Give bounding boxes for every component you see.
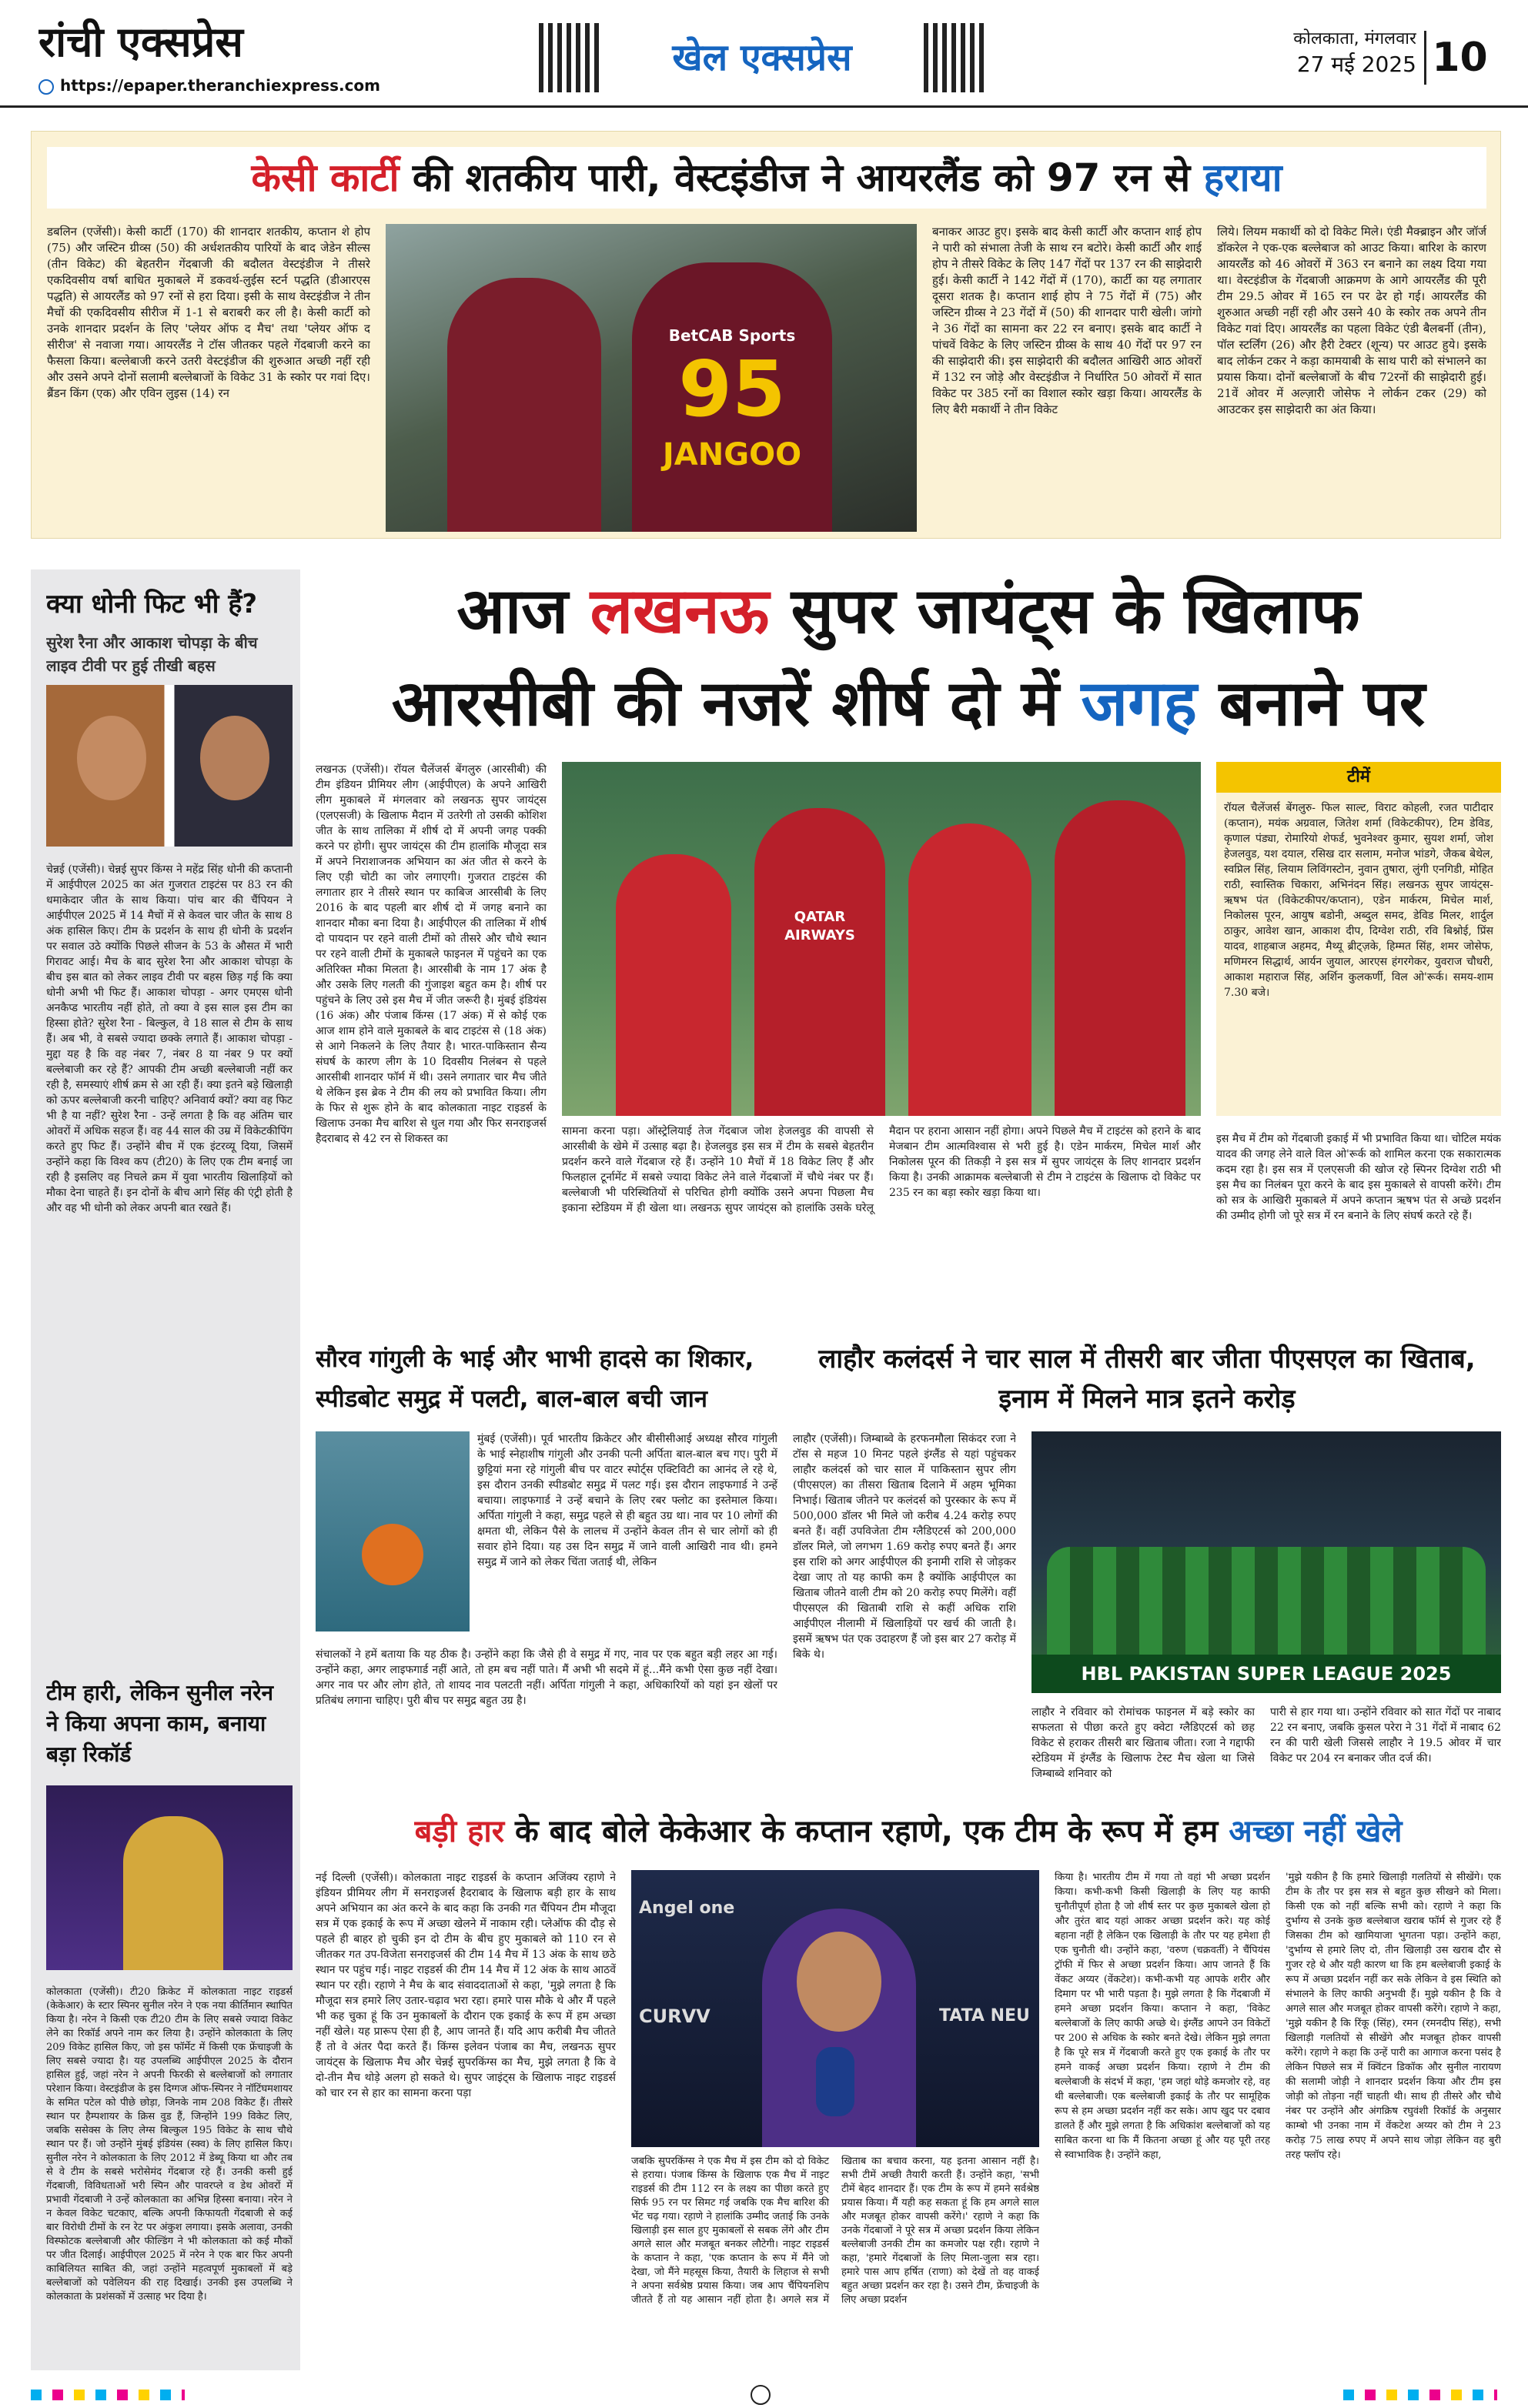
rcb-player-1	[616, 854, 731, 1116]
stripe-left	[539, 23, 600, 92]
rahane-title-mid: के बाद बोले केकेआर के कप्तान रहाणे, एक टीम के रूप में हम	[504, 1814, 1229, 1849]
globe-icon	[38, 79, 54, 95]
westindies-col3: लिये। लियम मकार्थी को दो विकेट मिले। एंडी मैक्ब्राइन और जॉर्ज डॉकरेल ने एक-एक बल्लेबाज को आउट किया। बारिश के कारण आयरलैंड को 46 ओवरों में 363 रन बनाने का लक्ष्य दिया गया था। वेस्टइंडीज के गेंदबाजी आक्रमण के आगे आयरलैंड की पूरी टीम 29.5 ओवर में 165 रन पर ढेर हो गई। आयरलैंड की शुरुआत अच्छी नहीं रही और उसने 40 के स्कोर तक अपने तीन विकेट गवां दिए। आयरलैंड का पहला विकेट एंडी बैलबर्नी (तीन), पॉल स्टर्लिंग (26) और हैरी टेक्टर (शून्य) पर आउट हुये। इसके बाद लोर्कन टकर ने कड़ा कामयाबी के साथ पारी को संभालने का प्रयास किया। दोनों बल्लेबाजों के बीच 72रनों की साझेदारी हुई। 21वें ओवर में अल्ज़ारी जोसेफ ने लोर्कन टकर (29) को आउटकर इस साझेदारी का अंत किया।	[1217, 225, 1486, 416]
rcb-player-2	[754, 808, 885, 1116]
jersey-name: JANGOO	[662, 437, 802, 473]
issue-date: 27 मई 2025	[1296, 52, 1416, 77]
registration-mark	[751, 2385, 771, 2405]
narine-text: कोलकाता (एजेंसी)। टी20 क्रिकेट में कोलकाता नाइट राइडर्स (केकेआर) के स्टार स्पिनर सुनील नरेन ने एक नया कीर्तिमान स्थापित किया है। नरेन ने किसी एक टी20 टीम के लिए सबसे ज्यादा विकेट लेने का रिकॉर्ड अपने नाम कर लिया है। उन्होंने कोलकाता के लिए 209 विकेट हासिल किए, जो इस फॉर्मेट में किसी एक फ्रेंचाइजी के लिए सबसे ज्यादा है। यह उपलब्धि आईपीएल 2025 के दौरान हासिल हुई, जहां नरेन ने अपनी फिरकी से बल्लेबाजों को लगातार परेशान किया। वेस्टइंडीज के इस दिग्गज ऑफ-स्पिनर ने नॉटिंघमशायर के समित पटेल को पीछे छोड़ा, जिनके नाम 208 विकेट हैं। तीसरे स्थान पर हैम्पशायर के क्रिस वुड हैं, जिन्होंने 199 विकेट लिए, जबकि ससेक्स के लिए लेग्स बिल्कुल 195 विकेट के साथ चौथे स्थान पर हैं। जो उन्होंने मुंबई इंडियंस (स्क्व) के लिए हासिल किए। सुनील नरेन ने कोलकाता के लिए 2012 में डेब्यू किया था और तब से वे टीम के सबसे भरोसेमंद गेंदबाज रहे हैं। उनकी कसी हुई गेंदबाजी, विविधताओं भरी स्पिन और पावरप्ले व डेथ ओवरों में प्रभावी गेंदबाजी ने उन्हें कोलकाता का अभिन्न हिस्सा बनाया। नरेन ने न केवल विकेट चटकाए, बल्कि अपनी किफायती गेंदबाजी से कई बार विरोधी टीमों के रन रेट पर अंकुश लगाया। इसके अलावा, उनकी विस्फोटक बल्लेबाजी और फील्डिंग ने भी कोलकाता को कई मौकों पर जीत दिलाई। आईपीएल 2025 में नरेन ने एक बार फिर अपनी काबिलियत साबित की, जहां उन्होंने महत्वपूर्ण मुकाबलों में बड़े बल्लेबाजों को पवेलियन की राह दिखाई। उनकी इस उपलब्धि ने कोलकाता के प्रशंसकों में उत्साह भर दिया है।	[46, 1986, 293, 2303]
rcb-h1-b: सुपर जायंट्स के खिलाफ	[769, 575, 1360, 648]
article-rcb	[316, 569, 1501, 1324]
westindies-col2: बनाकर आउट हुए। इसके बाद केसी कार्टी और कप्तान शाई होप ने पारी को संभाला तेजी के साथ रन बटोरे। केसी कार्टी और शाई होप ने तीसरे विकेट के लिए 147 गेंदों पर 137 रन की साझेदारी हुई। केसी कार्टी ने 142 गेंदों में (170), कार्टी का यह लगातार दूसरा शतक है। कप्तान शाई होप ने 75 गेंदों में (75) और जस्टिन ग्रीव्स ने 23 गेंदों में (50) की शानदार पारी खेली। जांगो ने 36 गेंदों का सामना कर 22 रन बनाए। इसके बाद कार्टी ने पांचवें विकेट के लिए जस्टिन ग्रीव्स के साथ 40 गेंदों पर 97 रन की साझेदारी की। इस साझेदारी की बदौलत आखिरी आठ ओवरों में 132 रन जोड़े और वेस्टइंडीज ने निर्धारित 50 ओवरों में सात विकेट पर 385 रनों का विशाल स्कोर खड़ा किया। आयरलैंड के लिए बैरी मकार्थी ने तीन विकेट	[932, 225, 1202, 416]
player-1	[447, 278, 601, 532]
lahore-photo	[1031, 1431, 1501, 1693]
rcb-player-3	[908, 823, 1031, 1116]
rahane-col4: 'मुझे यकीन है कि हमारे खिलाड़ी गलतियों से सीखेंगे। एक टीम के तौर पर इस सत्र से बहुत कुछ सीखने को मिला। किसी एक को नहीं बल्कि सभी को। रहाणे ने कहा कि दुर्भाग्य से उनके कुछ बल्लेबाज खराब फॉर्म से गुजर रहे हैं जिसका टीम को खामियाजा भुगतना पड़ा। उन्होंने कहा, 'दुर्भाग्य से हमारे लिए दो, तीन खिलाड़ी उस खराब दौर से गुजर रहे थे और यही कारण था कि हम बल्लेबाजी इकाई के रूप में अच्छा प्रदर्शन नहीं कर सके लेकिन वे इस स्थिति को संभालने के लिए काफी अनुभवी हैं। मुझे यकीन है कि वे अगले साल और मजबूत होकर वापसी करेंगे। रहाणे ने कहा, 'मुझे यकीन है कि रिंकू (सिंह), रमन (रमनदीप सिंह), सभी खिलाड़ी गलतियों से सीखेंगे और मजबूत होकर वापसी करेंगे। रहाणे ने कहा कि उन्हें पारी का आगाज करना पसंद है लेकिन पिछले सत्र में क्विंटन डिकॉक और सुनील नारायण की सलामी जोड़ी ने शानदार प्रदर्शन किया और टीम इस जोड़ी को तोड़ना नहीं चाहती थी। साथ ही तीसरे और चौथे नंबर पर उन्होंने और अंगक्रिष रघुवंशी रिकॉर्ड के अनुसार काम्बो भी उनका नाम में वेंकटेश अय्यर को टीम ने 23 करोड़ 75 लाख रुपए में अपने साथ जोड़ा लेकिन वह बुरी तरह फ्लॉप रहे।	[1286, 1872, 1501, 2161]
sponsor-3: TATA NEU	[939, 2006, 1030, 2026]
westindies-col1: डबलिन (एजेंसी)। केसी कार्टी (170) की शानदार शतकीय, कप्तान शे होप (75) और जस्टिन ग्रीव्स (50) की अर्धशतकीय पारियों के बाद जेडेन सील्स (तीन विकेट) की बेहतरीन गेंदबाजी की बदौलत वेस्टइंडीज ने तीसरे एकदिवसीय वर्षा बाधित मुकाबले में डकवर्थ-लुईस स्टर्न पद्धति (डीआरएस पद्धति) से आयरलैंड को 97 रनों से हरा दिया। इसी के साथ वेस्टइंडीज ने तीन मैचों की एकदिवसीय सीरीज में 1-1 से बराबरी कर ली है। केसी कार्टी को उनके शानदार प्रदर्शन के लिए 'प्लेयर ऑफ द मैच' तथा 'प्लेयर ऑफ द सीरीज' से नवाजा गया। आयरलैंड ने टॉस जीतकर पहले गेंदबाजी करने का फैसला किया। बल्लेबाजी करने उतरी वेस्टइंडीज की शुरुआत अच्छी नहीं रही और उसने अपने दोनों सलामी बल्लेबाजों के विकेट 31 के स्कोर पर गवां दिए। ब्रैंडन किंग (एक) और एविन लुइस (14) रन	[47, 225, 370, 400]
sidebar	[31, 569, 300, 2370]
jersey-number: 95	[678, 347, 786, 432]
dhoni-text: चेन्नई (एजेंसी)। चेन्नई सुपर किंग्स ने महेंद्र सिंह धोनी की कप्तानी में आईपीएल 2025 का अंत गुजरात टाइटंस पर 83 रन की धमाकेदार जीत के साथ किया। पांच बार की चैंपियन ने आईपीएल 2025 में 14 मैचों में से केवल चार जीत के साथ 8 अंक हासिल किए। टीम के प्रदर्शन के साथ ही धोनी के प्रदर्शन पर सवाल उठे क्योंकि पिछले सीजन के 53 के औसत में भारी गिरावट आई। मैच के बाद सुरेश रैना और आकाश चोपड़ा के बीच इस बात को लेकर लाइव टीवी पर बहस छिड़ गई कि क्या धोनी अभी भी फिट हैं। आकाश चोपड़ा - अगर एमएस धोनी अनकैप्ड भारतीय नहीं होते, तो क्या वे इस साल इस टीम का हिस्सा होते? सुरेश रैना - बिल्कुल, वे 18 साल से टीम के साथ हैं। अब भी, वे सबसे ज्यादा छक्के लगाते हैं। आकाश चोपड़ा - मुद्दा यह है कि वह नंबर 7, नंबर 8 या नंबर 9 पर क्यों बल्लेबाजी कर रहे हैं? आपकी टीम अच्छी बल्लेबाजी नहीं कर रही है, समस्याएं शीर्ष क्रम से आ रही हैं। क्या इतने बड़े खिलाड़ी को ऊपर बल्लेबाजी करनी चाहिए? अनिवार्य क्यों? क्या वह फिट भी है या नहीं? सुरेश रैना - उन्हें लगता है कि वह अंतिम चार ओवरों में अधिक सहज हैं। वह 44 साल की उम्र में विकेटकीपिंग करते हुए फिट हैं। उन्होंने बीच में एक इंटरव्यू दिया, जिसमें उन्होंने कहा कि विश्व कप (टी20) के लिए एक टीम बनाई जा रही है इसलिए वह निचले क्रम में युवा भारतीय खिलाड़ियों को मौका देना चाहते हैं। इन दोनों के बीच आगे सिंह की एंट्री होती है और वह भी धोनी को लेकर अपनी बात रखते हैं।	[46, 863, 293, 1214]
sponsor-2: CURVV	[639, 2006, 711, 2027]
dhoni-subtitle: सुरेश रैना और आकाश चोपड़ा के बीच लाइव टीवी पर हुई तीखी बहस	[46, 633, 258, 675]
westindies-photo	[386, 224, 917, 532]
narine-title: टीम हारी, लेकिन सुनील नरेन ने किया अपना काम, बनाया बड़ा रिकॉर्ड	[46, 1680, 274, 1767]
rahane-under-photo: जबकि सुपरकिंग्स ने एक मैच में इस टीम को दो विकेट से हराया। पंजाब किंग्स के खिलाफ एक मैच में नाइट राइडर्स की टीम 112 रन के लक्ष्य का पीछा करते हुए सिर्फ 95 रन पर सिमट गई जबकि एक मैच बारिश की भेंट चढ़ गया। रहाणे ने हालांकि उम्मीद जताई कि उनके खिलाड़ी इस साल हुए मुकाबलों से सबक लेंगे और टीम अगले साल और मजबूत बनकर लौटेगी। नाइट राइडर्स के कप्तान ने कहा, 'एक कप्तान के रूप में मैंने जो देखा, जो मैंने महसूस किया, तैयारी के लिहाज से सभी ने अपना सर्वश्रेष्ठ प्रयास किया। जब आप चैंपियनशिप जीतते हैं तो यह आसान नहीं होता है। अगले सत्र में खिताब का बचाव करना, यह इतना आसान नहीं है। सभी टीमें अच्छी तैयारी करती हैं। उन्होंने कहा, 'सभी टीमें बेहद शानदार हैं। एक टीम के रूप में हमने सर्वश्रेष्ठ प्रयास किया। मैं यही कह सकता हूं कि हम अगले साल और मजबूत होकर वापसी करेंगे।' रहाणे ने कहा कि उनके गेंदबाजों ने पूरे सत्र में अच्छा प्रदर्शन किया लेकिन बल्लेबाजी उनकी टीम का कमजोर पक्ष रही। रहाणे ने कहा, 'हमारे गेंदबाजों के लिए मिला-जुला सत्र रहा। हमारे पास आप हर्षित (राणा) को देखें तो वह वाकई बहुत अच्छा प्रदर्शन कर रहा है। उसने टीम, फ्रेंचाइजी के लिए अच्छा प्रदर्शन	[631, 2156, 1039, 2306]
jersey-sponsor: BetCAB Sports	[668, 326, 796, 345]
dhoni-title: क्या धोनी फिट भी हैं?	[46, 589, 258, 620]
ganguly-title: सौरव गांगुली के भाई और भाभी हादसे का शिकार, स्पीडबोट समुद्र में पलटी, बाल-बाल बची जान	[316, 1345, 754, 1413]
rahane-col3: किया है। भारतीय टीम में गया तो वहां भी अच्छा प्रदर्शन किया। कभी-कभी किसी खिलाड़ी के लिए यह काफी चुनौतीपूर्ण होता है जो शीर्ष स्तर पर कुछ मुकाबले खेला हो और तुरंत बाद यहां आकर अच्छा प्रदर्शन करे। यह कोई बहाना नहीं है लेकिन एक खिलाड़ी के तौर पर यह हमेशा ही एक चुनौती थी। उन्होंने कहा, 'वरुण (चक्रवर्ती) ने चैंपियंस ट्रॉफी में फिर से अच्छा प्रदर्शन किया। आप जानते हैं कि वेंकट अय्यर (वेंकटेश)। कभी-कभी यह आपके शरीर और दिमाग पर भी भारी पड़ता है। मुझे लगता है कि गेंदबाजी में हमने अच्छा प्रदर्शन किया। कप्तान ने कहा, 'विकेट बल्लेबाजों के लिए काफी अच्छे थे। इंग्लैंड आपने उन विकेटों पर 200 से अधिक के स्कोर बनते देखे। लेकिन मुझे लगता है कि पूरे सत्र में गेंदबाजी करते हुए एक इकाई के तौर पर हमने वाकई अच्छा प्रदर्शन किया। रहाणे ने टीम की बल्लेबाजी के संदर्भ में कहा, 'हम जहां थोड़े कमजोर रहे, वह थी बल्लेबाजी। एक बल्लेबाजी इकाई के तौर पर सामूहिक रूप से हम अच्छा प्रदर्शन नहीं कर सके। आप खुद पर दबाव डालते हैं और मुझे लगता है कि अधिकांश बल्लेबाजों को यह साबित करना था कि मैं कितना अच्छा हूं और यह पूरी तरह से स्वाभाविक है। उन्होंने कहा,	[1055, 1872, 1270, 2161]
raina-face	[77, 716, 146, 800]
rcb-photo	[562, 762, 1201, 1116]
color-dots-left	[31, 2390, 185, 2400]
lahore-title: लाहौर कलंदर्स ने चार साल में तीसरी बार जीता पीएसएल का खिताब, इनाम में मिलने मात्र इतने करोड़	[818, 1344, 1476, 1414]
article-rahane	[316, 1805, 1501, 2374]
rescue-figure	[362, 1524, 423, 1585]
epaper-url: https://epaper.theranchiexpress.com	[60, 76, 381, 95]
date-block	[1262, 28, 1416, 97]
epaper-link[interactable]	[38, 74, 439, 97]
article-westindies	[31, 131, 1501, 539]
rahane-col1: नई दिल्ली (एजेंसी)। कोलकाता नाइट राइडर्स के कप्तान अजिंक्य रहाणे ने इंडियन प्रीमियर लीग में सनराइजर्स हैदराबाद के खिलाफ बड़ी हार के साथ अपने अभियान का अंत करने के बाद कहा कि उनकी गत चैंपियन टीम मौजूदा सत्र में एक इकाई के रूप में अच्छा खेलने में नाकाम रही। प्लेऑफ की दौड़ से पहले ही बाहर हो चुकी इन दो टीम के बीच हुए मुकाबले को 110 रन से जीतकर गत उप-विजेता सनराइजर्स की टीम 14 मैच में 13 अंक के साथ छठे स्थान पर पहुंच गई। नाइट राइडर्स की टीम 14 मैच में 12 अंक के साथ आठवें स्थान पर रही। रहाणे ने मैच के बाद संवाददाताओं से कहा, 'मुझे लगता है कि मौजूदा सत्र हमारे लिए उतार-चढ़ाव भरा रहा। हमारे पास मौके थे और मैं पहले भी कह चुका हूं कि उन मुकाबलों के दौरान एक इकाई के रूप में हम अच्छा नहीं खेले। यह प्रारूप ऐसा ही है, आप जानते हैं। यदि आप करीबी मैच जीतते हैं तो वे अंतर पैदा करते हैं। किंग्स इलेवन पंजाब का मैच, लखनऊ सुपर जायंट्स के खिलाफ मैच और चेन्नई सुपरकिंग्स का मैच, मुझे लगता है कि वे दो-तीन मैच थोड़े अलग हो सकते थे। सुपर जाइंट्स के खिलाफ नाइट राइडर्स को चार रन से हार का सामना करना पड़ा	[316, 1872, 616, 2099]
headline-westindies-mid: की शतकीय पारी, वेस्टइंडीज ने आयरलैंड को 97 रन से	[399, 155, 1204, 200]
psl-banner: HBL PAKISTAN SUPER LEAGUE 2025	[1031, 1655, 1501, 1693]
rahane-title-blue: अच्छा नहीं खेले	[1229, 1814, 1403, 1849]
lahore-col1: लाहौर (एजेंसी)। जिम्बाब्वे के हरफनमौला सिकंदर रजा ने टॉस से महज 10 मिनट पहले इंग्लैंड से यहां पहुंचकर लाहौर कलंदर्स को चार साल में पाकिस्तान सुपर लीग (पीएसएल) का तीसरा खिताब दिलाने में अहम भूमिका निभाई। खिताब जीतने पर कलंदर्स को पुरस्कार के रूप में 500,000 डॉलर भी मिले जो करीब 4.24 करोड़ रुपए बनते हैं। वहीं उपविजेता टीम ग्लैडिएटर्स को 200,000 डॉलर मिले, जो लगभग 1.69 करोड़ रुपए बनते हैं। अगर इस राशि को अगर आईपीएल की इनामी राशि से जोड़कर देखा जाए तो यह काफी कम है क्योंकि आईपीएल का खिताब जीतने वाली टीम को 20 करोड़ रुपए मिलेंगे। वहीं पीएसएल की खिताबी राशि से कहीं अधिक राशि आईपीएल नीलामी में खिलाड़ियों पर खर्च की जाती है। इसमें ऋषभ पंत एक उदाहरण हैं जो इस बार 27 करोड़ में बिके थे।	[793, 1433, 1016, 1661]
sponsor-1: Angel one	[639, 1899, 735, 1918]
article-lahore	[793, 1339, 1501, 1793]
color-dots-right	[1343, 2390, 1497, 2400]
player-2-jersey	[632, 262, 832, 532]
ganguly-intro: मुंबई (एजेंसी)। पूर्व भारतीय क्रिकेटर और बीसीसीआई अध्यक्ष सौरव गांगुली के भाई स्नेहाशीष गांगुली और उनकी पत्नी अर्पिता बाल-बाल बच गए। पुरी में छुट्टियां मना रहे गांगुली बीच पर वाटर स्पोर्ट्स एक्टिविटी का आनंद ले रहे थे, इस दौरान उनकी स्पीडबोट समुद्र में पलट गई। इस दौरान लाइफगार्ड ने उन्हें बचाया। लाइफगार्ड ने उन्हें बचाने के लिए रबर फ्लोट का इस्तेमाल किया। अर्पिता गांगुली ने कहा, समुद्र पहले से ही बहुत उग्र था। नाव पर 10 लोगों की क्षमता थी, लेकिन पैसे के लालच में उन्होंने केवल तीन से चार लोगों को ही सवार होने दिया। यह उस दिन समुद्र में जाने वाली आखिरी नाव थी। हमने समुद्र में जाने को लेकर चिंता जताई थी, लेकिन	[477, 1433, 777, 1568]
page-number: 10	[1424, 31, 1493, 85]
rcb-under-photo: सामना करना पड़ा। ऑस्ट्रेलियाई तेज गेंदबाज जोश हेजलवुड की वापसी से आरसीबी के खेमे में उत्साह बढ़ा है। हेजलवुड इस सत्र में टीम के सबसे बेहतरीन प्रदर्शन करने वाले गेंदबाज रहे हैं। उन्होंने 10 मैचों में 18 विकेट लिए हैं और फिलहाल टूर्नामेंट में सबसे ज्यादा विकेट लेने वाले गेंदबाजों में चौथे नंबर पर हैं। बल्लेबाजी भी परिस्थितियों से परिचित होगी क्योंकि उसने अपना पिछला मैच इकाना स्टेडियम में ही खेला था। लखनऊ सुपर जायंट्स को हालांकि उसके घरेलू मैदान पर हराना आसान नहीं होगा। अपने पिछले मैच में टाइटंस को हराने के बाद मेजबान टीम आत्मविश्वास से भरी हुई है। एडेन मार्करम, मिचेल मार्श और निकोलस पूरन की तिकड़ी ने इस सत्र में सुपर जायंट्स के लिए शानदार प्रदर्शन किया है। उनकी आक्रामक बल्लेबाजी से टीम ने टाइटंस के खिलाफ दो विकेट पर 235 रन का बड़ा स्कोर खड़ा किया था।	[562, 1125, 1201, 1214]
microphone-icon	[816, 2047, 854, 2116]
rcb-after-teams: इस मैच में टीम को गेंदबाजी इकाई में भी प्रभावित किया था। चोटिल मयंक यादव की जगह लेने वाले विल ओ'रूर्क को शामिल करना एक सकारात्मक कदम रहा है। इस सत्र में एलएसजी की खोज रहे स्पिनर दिग्वेश राठी भी इस मैच का निलंबन पूरा करने के बाद इस मुकाबले से वापसी करेंगे। टीम को सत्र के आखिरी मुकाबले में अपने कप्तान ऋषभ पंत से अच्छे प्रदर्शन की उम्मीद होगी जो पूरे सत्र में रन बनाने के लिए संघर्ष करते रहे हैं।	[1216, 1133, 1501, 1222]
chopra-face	[200, 716, 269, 800]
article-ganguly	[316, 1339, 777, 1793]
masthead	[0, 0, 1528, 108]
footer-bar	[0, 2382, 1528, 2408]
headline-westindies	[47, 147, 1486, 209]
headline-westindies-red: केसी कार्टी	[251, 155, 400, 200]
raina-chopra-photo	[46, 685, 293, 847]
rahane-face	[797, 1932, 881, 2032]
ganguly-photo	[316, 1431, 470, 1631]
narine-figure	[123, 1816, 223, 1970]
stripe-right	[924, 23, 985, 92]
rcb-jersey-text: QATAR AIRWAYS	[784, 909, 855, 943]
lahore-crowd	[1047, 1547, 1486, 1655]
ganguly-text: संचालकों ने हमें बताया कि यह ठीक है। उन्होंने कहा कि जैसे ही वे समुद्र में गए, नाव पर एक बहुत बड़ी लहर आ गई। उन्होंने कहा, अगर लाइफगार्ड नहीं आते, तो हम बच नहीं पाते। मैं अभी भी सदमे में हूं...मैंने कभी ऐसा कुछ नहीं देखा। अगर नाव पर और लोग होते, तो शायद नाव पलटती नहीं। अर्पिता गांगुली ने कहा, अधिकारियों को यहां इन खेलों पर प्रतिबंध लगाना चाहिए। पुरी बीच पर समुद्र बहुत उग्र है।	[316, 1648, 777, 1707]
rcb-player-4	[1055, 800, 1185, 1116]
rcb-headline-line1	[316, 569, 1501, 654]
teams-panel	[1216, 762, 1501, 1116]
rcb-h1-red: लखनऊ	[590, 575, 770, 648]
rcb-h2-a: आरसीबी की नजरें शीर्ष दो में	[391, 667, 1082, 740]
headline-westindies-blue: हराया	[1203, 155, 1282, 200]
section-title: खेल एक्सप्रेस	[672, 36, 852, 79]
rahane-title-red: बड़ी हार	[414, 1814, 505, 1849]
rahane-title	[316, 1805, 1501, 1859]
narine-photo	[46, 1785, 293, 1970]
newspaper-logo: रांची एक्सप्रेस	[38, 18, 243, 66]
rcb-h2-blue: जगह	[1081, 667, 1197, 740]
rcb-headline-line2	[316, 662, 1501, 746]
rcb-col1: लखनऊ (एजेंसी)। रॉयल चैलेंजर्स बेंगलुरु (आरसीबी) की टीम इंडियन प्रीमियर लीग (आईपीएल) के अपने आखिरी लीग मुकाबले में मंगलवार को लखनऊ सुपर जायंट्स (एलएसजी) के खिलाफ मैदान में उतरेगी तो उसकी कोशिश जीत के साथ तालिका में शीर्ष दो में अपनी जगह पक्की करने पर होगी। सुपर जायंट्स की टीम हालांकि मौजूदा सत्र में अपने निराशाजनक अभियान का अंत जीत से करने के लिए एड़ी चोटी का जोर लगाएगी। गुजरात टाइटंस की लगातार हार ने तीसरे स्थान पर काबिज आरसीबी के लिए 2016 के बाद पहली बार शीर्ष दो में जगह बनाने का शानदार मौका बना दिया है। आईपीएल की तालिका में शीर्ष दो पायदान पर रहने वाली टीमों को तीसरे और चौथे स्थान पर रहने वाली टीमों के मुकाबले फाइनल में पहुंचने का एक अतिरिक्त मौका मिलता है। आरसीबी के नाम 17 अंक है और उसके लिए गलती की गुंजाइश बहुत कम है। शीर्ष पर पहुंचने के लिए उसे इस मैच में जीत जरूरी है। मुंबई इंडियंस (16 अंक) और पंजाब किंग्स (17 अंक) में से कोई एक आज शाम होने वाले मुकाबले के बाद टाइटंस से (18 अंक) से आगे निकलने के लिए तैयार है। भारत-पाकिस्तान सैन्य संघर्ष के कारण लीग के 10 दिवसीय निलंबन से पहले आरसीबी शानदार फॉर्म में थी। उसने लगातार चार मैच जीते थे लेकिन इस ब्रेक ने टीम की लय को प्रभावित किया। लीग के फिर से शुरू होने के बाद कोलकाता नाइट राइडर्स के खिलाफ उनका मैच बारिश से धुल गया और फिर सनराइजर्स हैदराबाद से 42 रन से शिकस्त का	[316, 763, 547, 1145]
lahore-col3: पारी से हार गया था। उन्होंने रविवार को सात गेंदों पर नाबाद 22 रन बनाए, जबकि कुसल परेरा ने 31 गेंदों में नाबाद 62 रन की पारी खेली जिससे लाहौर ने 19.5 ओवर में चार विकेट पर 204 रन बनाकर जीत दर्ज की।	[1270, 1706, 1501, 1765]
rcb-h1-a: आज	[456, 575, 590, 648]
lahore-col2: लाहौर ने रविवार को रोमांचक फाइनल में बड़े स्कोर का सफलता से पीछा करते हुए क्वेटा ग्लैडिएटर्स को छह विकेट से हराकर तीसरी बार खिताब जीता। रजा ने गद्दाफी स्टेडियम में इंग्लैंड के खिलाफ टेस्ट मैच खेला था जिसे जिम्बाब्वे शनिवार को	[1031, 1706, 1255, 1780]
rahane-photo	[631, 1870, 1039, 2147]
teams-title: टीमें	[1216, 762, 1501, 793]
teams-list: रॉयल चैलेंजर्स बेंगलुरु- फिल साल्ट, विराट कोहली, रजत पाटीदार (कप्तान), मयंक अग्रवाल, जितेश शर्मा (विकेटकीपर), टिम डेविड, कृणाल पंड्या, रोमारियो शेफर्ड, भुवनेश्वर कुमार, सुयश शर्मा, जोश हेजलवुड, यश दयाल, रसिख दार सलाम, मनोज भांडगे, जैकब बेथेल, स्वप्निल सिंह, लियाम लिविंगस्टोन, नुवान तुषारा, लुंगी एनगिडी, मोहित राठी, स्वास्तिक चिकारा, अभिनंदन सिंह। लखनऊ सुपर जायंट्स- ऋषभ पंत (विकेटकीपर/कप्तान), एडेन मार्करम, मिचेल मार्श, निकोलस पूरन, आयुष बडोनी, अब्दुल समद, डेविड मिलर, शार्दुल ठाकुर, आवेश खान, आकाश दीप, दिग्वेश राठी, रवि बिश्नोई, प्रिंस यादव, शाहबाज अहमद, मैथ्यू ब्रीट्ज़के, हिम्मत सिंह, शमर जोसेफ, मणिमरन सिद्धार्थ, आर्यन जुयाल, आरएस हंगरगेकर, युवराज चौधरी, आकाश महाराज सिंह, अर्शिन कुलकर्णी, विल ओ'रूर्क। समय-शाम 7.30 बजे।	[1224, 802, 1493, 999]
city-day: कोलकाता, मंगलवार	[1293, 29, 1416, 48]
rcb-h2-b: बनाने पर	[1196, 667, 1426, 740]
